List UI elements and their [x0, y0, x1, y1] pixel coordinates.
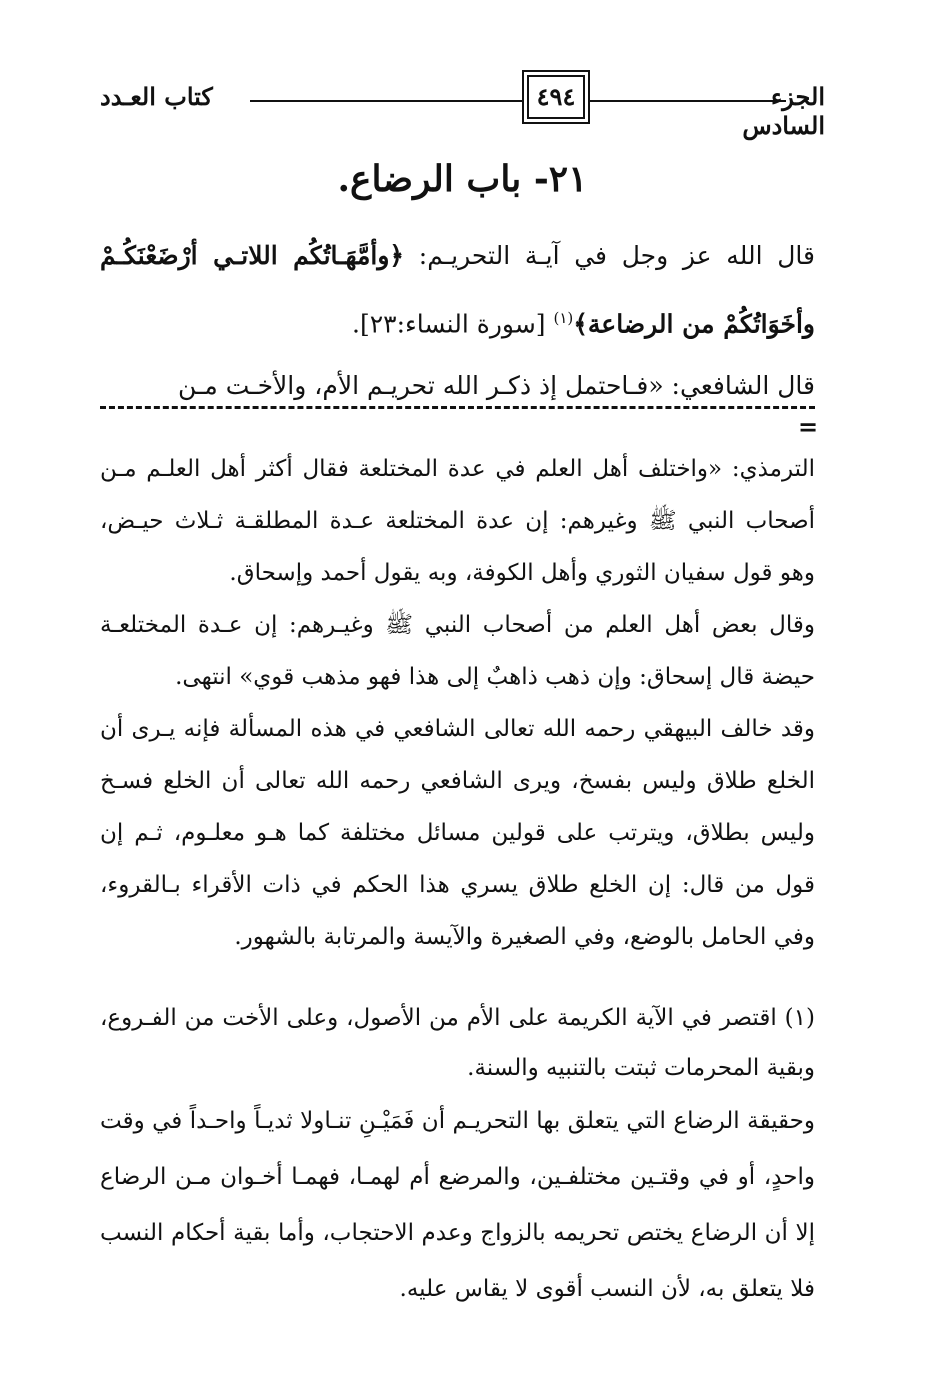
quran-intro: قال الله عز وجل في آيـة التحريـم:	[404, 241, 815, 270]
footnote-1-text	[100, 993, 815, 1093]
chapter-title: ٢١- باب الرضاع.	[337, 158, 588, 200]
footnote-1-number: (١)	[784, 1005, 815, 1031]
footnote-1-continued	[100, 1093, 815, 1317]
footnote-ref-1: (١)	[553, 309, 574, 327]
header-rule-left	[250, 100, 522, 102]
main-paragraph-2: قال الشافعي: «فـاحتمل إذ ذكـر الله تحريـم الأم، والأخـت مـن	[178, 371, 815, 401]
separator-line	[100, 406, 815, 409]
footnote-paragraph: وحقيقة الرضاع التي يتعلق بها التحريـم أن فَمَيْـنِ تنـاولا ثديـاً واحـداً في وقت واحدٍ، أو في وقتـين مختلفـين، والمرضع أم لهمـا، فهمـا أخـوان مـن الرضاع إلا أن الرضاع يختص تحريمه بالزواج وعدم الاحتجاب، وأما بقية أحكام النسب فلا يتعلق به، لأن النسب أقوى لا يقاس عليه.	[100, 1108, 815, 1302]
footnote-paragraph: وقال بعض أهل العلم من أصحاب النبي ﷺ وغيـرهم: إن عـدة المختلعـة حيضة قال إسحاق: وإن ذهب ذاهبٌ إلى هذا فهو مذهب قوي» انتهى.	[100, 612, 815, 690]
page-number: ٤٩٤	[522, 70, 590, 124]
main-paragraph-1	[100, 225, 815, 355]
surah-reference: [سورة النساء:٢٣].	[352, 309, 554, 339]
quran-verse: ﴿وأمَّهَـاتُكُم اللاتـي أرْضَعْنَكُـمْ وأخَوَاتُكُمْ من الرضاعة﴾	[100, 241, 815, 339]
book-title: كتاب العـدد	[100, 82, 213, 111]
volume-title: الجزء السادس	[742, 82, 825, 140]
main-text	[100, 225, 815, 417]
footnote-separator	[100, 403, 819, 443]
footnote-1	[100, 993, 815, 1093]
footnote-paragraph: وقد خالف البيهقي رحمه الله تعالى الشافعي في هذه المسألة فإنه يـرى أن الخلع طلاق وليس بفسخ، ويرى الشافعي رحمه الله تعالى أن الخلع فسـخ وليس بطلاق، ويترتب على قولين مسائل مختلفة كما هـو معلـوم، ثـم إن قول من قال: إن الخلع طلاق يسري هذا الحكم في ذات الأقراء بـالقروء، وفي الحامل بالوضع، وفي الصغيرة والآيسة والمرتابة بالشهور.	[100, 716, 815, 950]
running-header	[100, 70, 825, 140]
footnote-continuation	[100, 443, 815, 963]
footnote-1-body: اقتصر في الآية الكريمة على الأم من الأصول، وعلى الأخت من الفـروع، وبقية المحرمات ثبتت بالتنبيه والسنة.	[100, 1005, 815, 1081]
footnote-paragraph: الترمذي: «واختلف أهل العلم في عدة المختلعة فقال أكثر أهل العلـم مـن أصحاب النبي ﷺ وغيرهم: إن عدة المختلعة عـدة المطلقـة ثـلاث حيـض، وهو قول سفيان الثوري وأهل الكوفة، وبه يقول أحمد وإسحاق.	[100, 456, 815, 586]
continuation-mark: =	[798, 412, 819, 441]
